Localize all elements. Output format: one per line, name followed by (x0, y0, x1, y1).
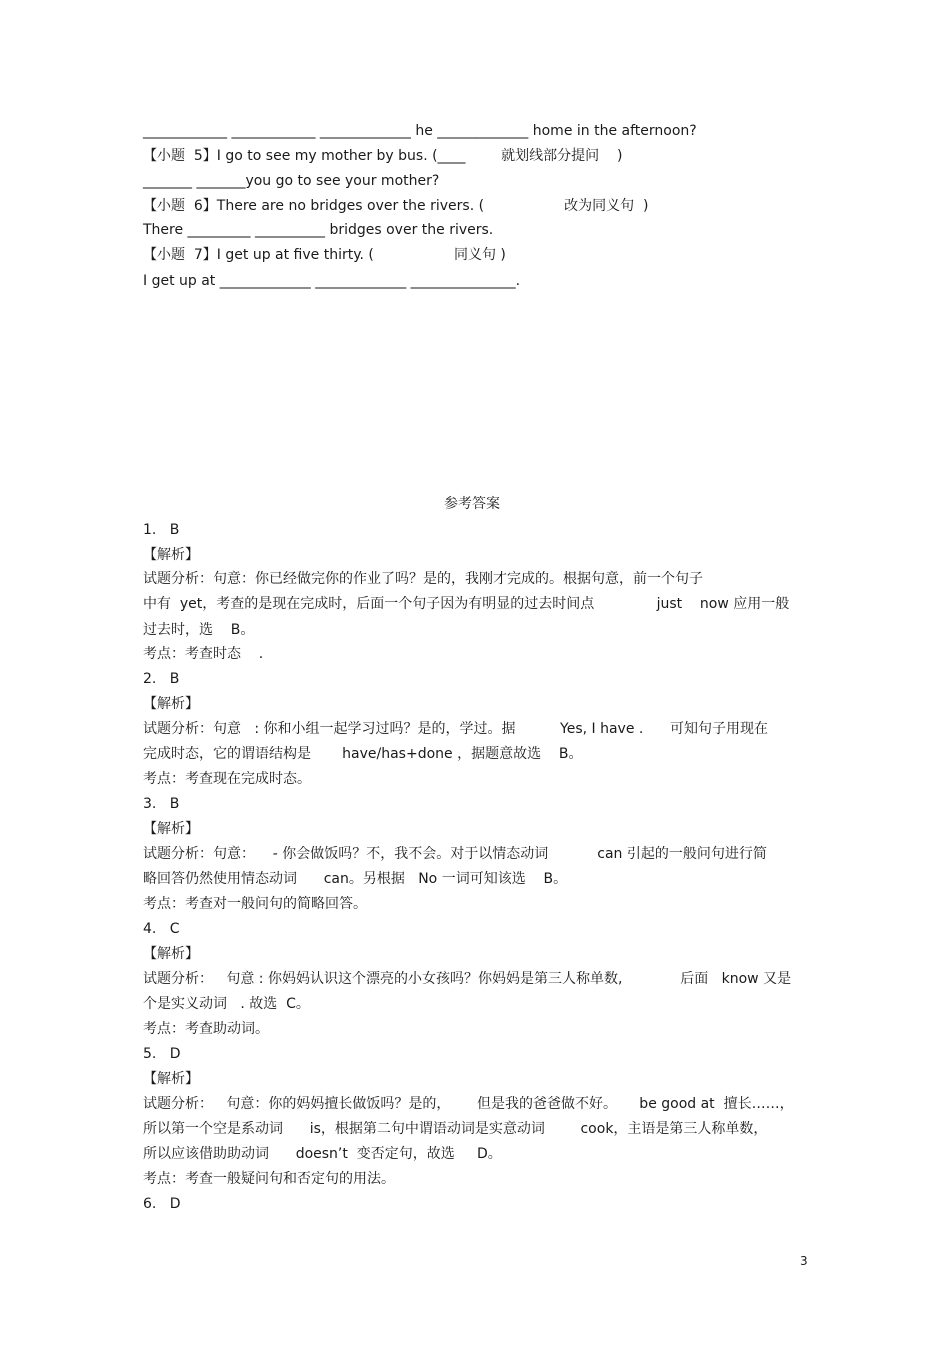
answer-text-line: 1. B (143, 522, 180, 538)
answer-text-line: 考点：考查对一般问句的简略回答。 (143, 896, 367, 912)
answers-title: 参考答案 (444, 496, 500, 512)
answer-text-line: 【解析】 (143, 821, 199, 837)
answer-text-line: 考点：考查一般疑问句和否定句的用法。 (143, 1171, 395, 1187)
question-line: ____________ ____________ _____________ he _____________ home in the afternoon? (143, 123, 697, 139)
answer-text-line: 2. B (143, 671, 180, 687)
answer-text-line: 略回答仍然使用情态动词 can。另根据 No 一词可知该选 B。 (143, 871, 568, 887)
answer-text-line: 所以应该借助助动词 doesn’t 变否定句，故选 D。 (143, 1146, 502, 1162)
answer-text-line: 考点：考查助动词。 (143, 1021, 269, 1037)
answer-text-line: 【解析】 (143, 696, 199, 712)
answer-text-line: 试题分析：句意： - 你会做饭吗？不，我不会。对于以情态动词 can 引起的一般问句进行简 (143, 846, 767, 862)
answer-line-5: _______ _______you go to see your mother? (143, 173, 440, 189)
answer-text-line: 个是实义动词 . 故选 C。 (143, 996, 310, 1012)
answer-text-line: 3. B (143, 796, 180, 812)
answer-line-6: There _________ __________ bridges over the rivers. (143, 222, 494, 238)
page-number: 3 (800, 1254, 808, 1268)
answer-text-line: 所以第一个空是系动词 is，根据第二句中谓语动词是实意动词 cook，主语是第三人称单数， (143, 1121, 768, 1137)
answer-text-line: 5. D (143, 1046, 181, 1062)
answer-text-line: 考点：考查现在完成时态。 (143, 771, 311, 787)
answer-text-line: 【解析】 (143, 1071, 199, 1087)
answer-text-line: 过去时，选 B。 (143, 622, 255, 638)
answer-line-7: I get up at _____________ _____________ _______________. (143, 273, 521, 289)
answer-text-line: 4. C (143, 921, 180, 937)
answer-text-line: 【解析】 (143, 547, 199, 563)
answer-text-line: 6. D (143, 1196, 181, 1212)
answer-text-line: 试题分析： 句意：你的妈妈擅长做饭吗？是的， 但是我的爸爸做不好。 be good at 擅长……， (143, 1096, 794, 1112)
question-7: 【小题 7】I get up at five thirty. ( 同义句 ) (143, 247, 506, 263)
answer-text-line: 试题分析： 句意 : 你妈妈认识这个漂亮的小女孩吗？你妈妈是第三人称单数, 后面 know 又是 (143, 971, 792, 987)
answer-text-line: 完成时态，它的谓语结构是 have/has+done ，据题意故选 B。 (143, 746, 583, 762)
answer-text-line: 【解析】 (143, 946, 199, 962)
answer-text-line: 试题分析：句意 : 你和小组一起学习过吗？是的，学过。据 Yes, I have . 可知句子用现在 (143, 721, 769, 737)
answer-text-line: 试题分析：句意：你已经做完你的作业了吗？是的，我刚才完成的。根据句意，前一个句子 (143, 571, 703, 587)
question-6: 【小题 6】There are no bridges over the rivers. ( 改为同义句 ) (143, 198, 649, 214)
answer-text-line: 中有 yet，考查的是现在完成时，后面一个句子因为有明显的过去时间点 just now 应用一般 (143, 596, 790, 612)
question-5: 【小题 5】I go to see my mother by bus. (____ 就划线部分提问 ) (143, 148, 623, 164)
answer-text-line: 考点：考查时态 . (143, 646, 264, 662)
